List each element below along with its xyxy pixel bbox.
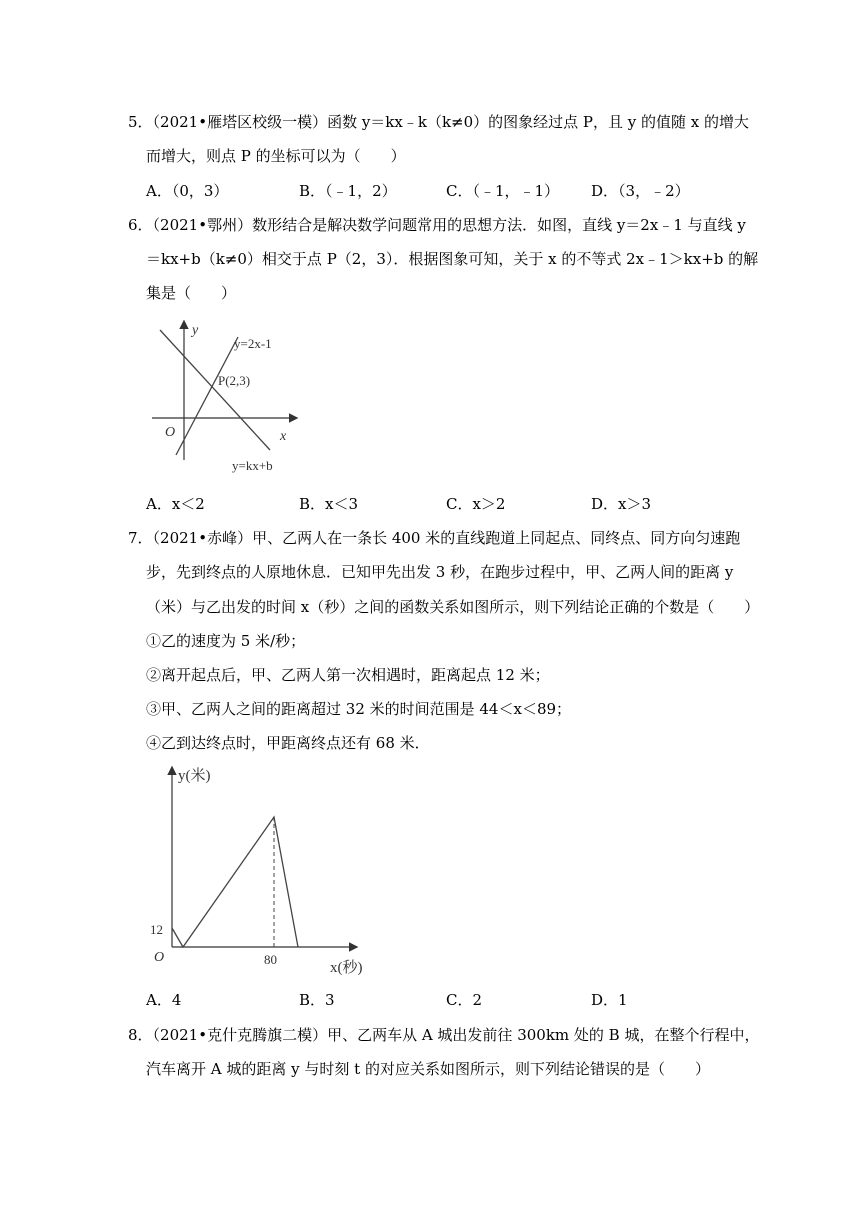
distance-graph (172, 817, 298, 947)
origin-label: O (165, 425, 176, 440)
question-6-line-2: ＝kx+b（k≠0）相交于点 P（2，3）．根据图象可知，关于 x 的不等式 2x﹣1＞kx+b 的解 (146, 250, 759, 268)
question-7-line-2: 步，先到终点的人原地休息．已知甲先出发 3 秒，在跑步过程中，甲、乙两人间的距离 y (146, 563, 734, 581)
question-8-line-1: 8．（2021•克什克腾旗二模）甲、乙两车从 A 城出发前往 300km 处的 B 城，在整个行程中， (128, 1026, 760, 1044)
question-7-line-3: （米）与乙出发的时间 x（秒）之间的函数关系如图所示，则下列结论正确的个数是（ ） (146, 598, 760, 616)
statement-2: ②离开起点后，甲、乙两人第一次相遇时，距离起点 12 米； (146, 666, 550, 684)
option-c: C．（﹣1，﹣1） (446, 182, 560, 200)
option-d: D．（3，﹣2） (591, 182, 690, 200)
option-d: D．x＞3 (591, 495, 652, 513)
question-6-line-1: 6．（2021•鄂州）数形结合是解决数学问题常用的思想方法．如图，直线 y＝2x﹣1 与直线 y (128, 216, 746, 234)
question-5-line-2: 而增大，则点 P 的坐标可以为（ ） (146, 147, 406, 165)
question-5-line-1: 5．（2021•雁塔区校级一模）函数 y＝kx﹣k（k≠0）的图象经过点 P，且 y 的值随 x 的增大 (128, 113, 750, 131)
x-tick-label: 80 (264, 952, 277, 967)
line1-label: y=2x-1 (234, 336, 272, 351)
option-a: A．x＜2 (146, 495, 205, 513)
option-a: A．4 (146, 991, 182, 1009)
statement-4: ④乙到达终点时，甲距离终点还有 68 米． (146, 734, 430, 752)
line2-label: y=kx+b (232, 458, 273, 473)
statement-3: ③甲、乙两人之间的距离超过 32 米的时间范围是 44＜x＜89； (146, 700, 572, 718)
x-axis-label: x(秒) (330, 960, 363, 976)
y-axis-label: y (192, 323, 199, 338)
y-tick-label: 12 (150, 922, 163, 937)
y-axis-label: y(米) (178, 768, 211, 784)
x-axis-label: x (280, 429, 287, 444)
option-a: A．（0，3） (146, 182, 229, 200)
question-6-line-3: 集是（ ） (146, 284, 237, 302)
statement-1: ①乙的速度为 5 米/秒； (146, 632, 306, 650)
option-d: D．1 (591, 991, 628, 1009)
option-b: B．（﹣1，2） (299, 182, 397, 200)
option-b: B．3 (299, 991, 335, 1009)
option-c: C．x＞2 (446, 495, 506, 513)
question-7-line-1: 7．（2021•赤峰）甲、乙两人在一条长 400 米的直线跑道上同起点、同终点、同方向匀速跑 (128, 529, 741, 547)
question-8-line-2: 汽车离开 A 城的距离 y 与时刻 t 的对应关系如图所示，则下列结论错误的是（ ） (146, 1060, 710, 1078)
option-c: C．2 (446, 991, 483, 1009)
option-b: B．x＜3 (299, 495, 359, 513)
origin-label: O (154, 950, 165, 965)
point-p-label: P(2,3) (218, 373, 251, 388)
